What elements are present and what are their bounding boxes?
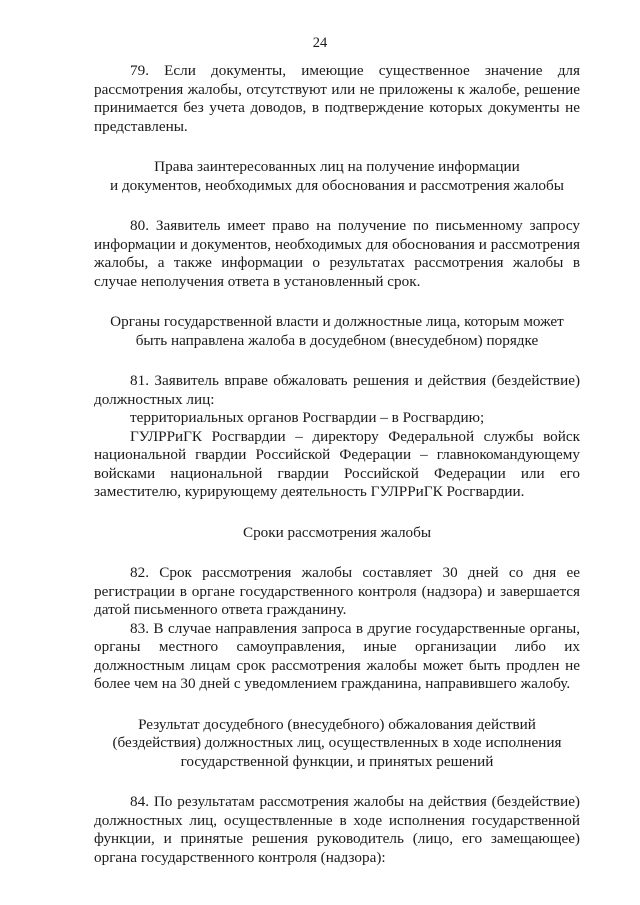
paragraph-81-item-territorial: территориальных органов Росгвардии – в Росгвардию; bbox=[130, 409, 485, 426]
heading-line: Органы государственной власти и должностные лица, которым может bbox=[110, 313, 564, 330]
paragraph-79: 79. Если документы, имеющие существенное значение для рассмотрения жалобы, отсутствуют или не приложены к жалобе, решение принимается без учета доводов, в подтверждение которых документы не представлены. bbox=[94, 62, 580, 135]
section-heading-rights bbox=[94, 158, 580, 195]
page-number: 24 bbox=[312, 35, 328, 51]
heading-line: (бездействия) должностных лиц, осуществленных в ходе исполнения bbox=[112, 734, 562, 751]
paragraph-80: 80. Заявитель имеет право на получение по письменному запросу информации и документов, необходимых для обоснования и рассмотрения жалобы, а также информации о результатах рассмотрения жалобы в случае неполучения ответа в установленный срок. bbox=[94, 217, 580, 290]
heading-line: Сроки рассмотрения жалобы bbox=[242, 523, 432, 541]
paragraph-82: 82. Срок рассмотрения жалобы составляет 30 дней со дня ее регистрации в органе государственного контроля (надзора) и завершается датой письменного ответа гражданину. bbox=[94, 564, 580, 618]
paragraph-81: 81. Заявитель вправе обжаловать решения и действия (бездействие) должностных лиц: bbox=[94, 372, 580, 408]
heading-line: Результат досудебного (внесудебного) обжалования действий bbox=[138, 715, 536, 733]
heading-line: и документов, необходимых для обоснования и рассмотрения жалобы bbox=[110, 176, 564, 194]
page-content bbox=[94, 62, 580, 867]
paragraph-83: 83. В случае направления запроса в другие государственные органы, органы местного самоуправления, иные организации либо их должностным лицам срок рассмотрения жалобы может быть продлен не более чем на 30 дней с уведомлением гражданина, направившего жалобу. bbox=[94, 619, 580, 692]
paragraph-84: 84. По результатам рассмотрения жалобы на действия (бездействие) должностных лиц, осуществленные в ходе исполнения государственной функции, и принятые решения руководитель (лицо, его замещающее) органа государственного контроля (надзора): bbox=[94, 793, 580, 866]
heading-line: Права заинтересованных лиц на получение информации bbox=[154, 158, 520, 175]
paragraph-81-item-gulrrigk: ГУЛРРиГК Росгвардии – директору Федеральной службы войск национальной гвардии Российской Федерации – главнокомандующему войсками национальной гвардии Российской Федерации или его заместителю, курирующему деятельность ГУЛРРиГК Росгвардии. bbox=[94, 427, 580, 500]
section-heading-terms bbox=[94, 524, 580, 543]
section-heading-result bbox=[94, 716, 580, 772]
section-heading-authorities bbox=[94, 313, 580, 350]
heading-line: быть направлена жалоба в досудебном (внесудебном) порядке bbox=[135, 331, 539, 349]
heading-line: государственной функции, и принятых решений bbox=[180, 752, 494, 770]
